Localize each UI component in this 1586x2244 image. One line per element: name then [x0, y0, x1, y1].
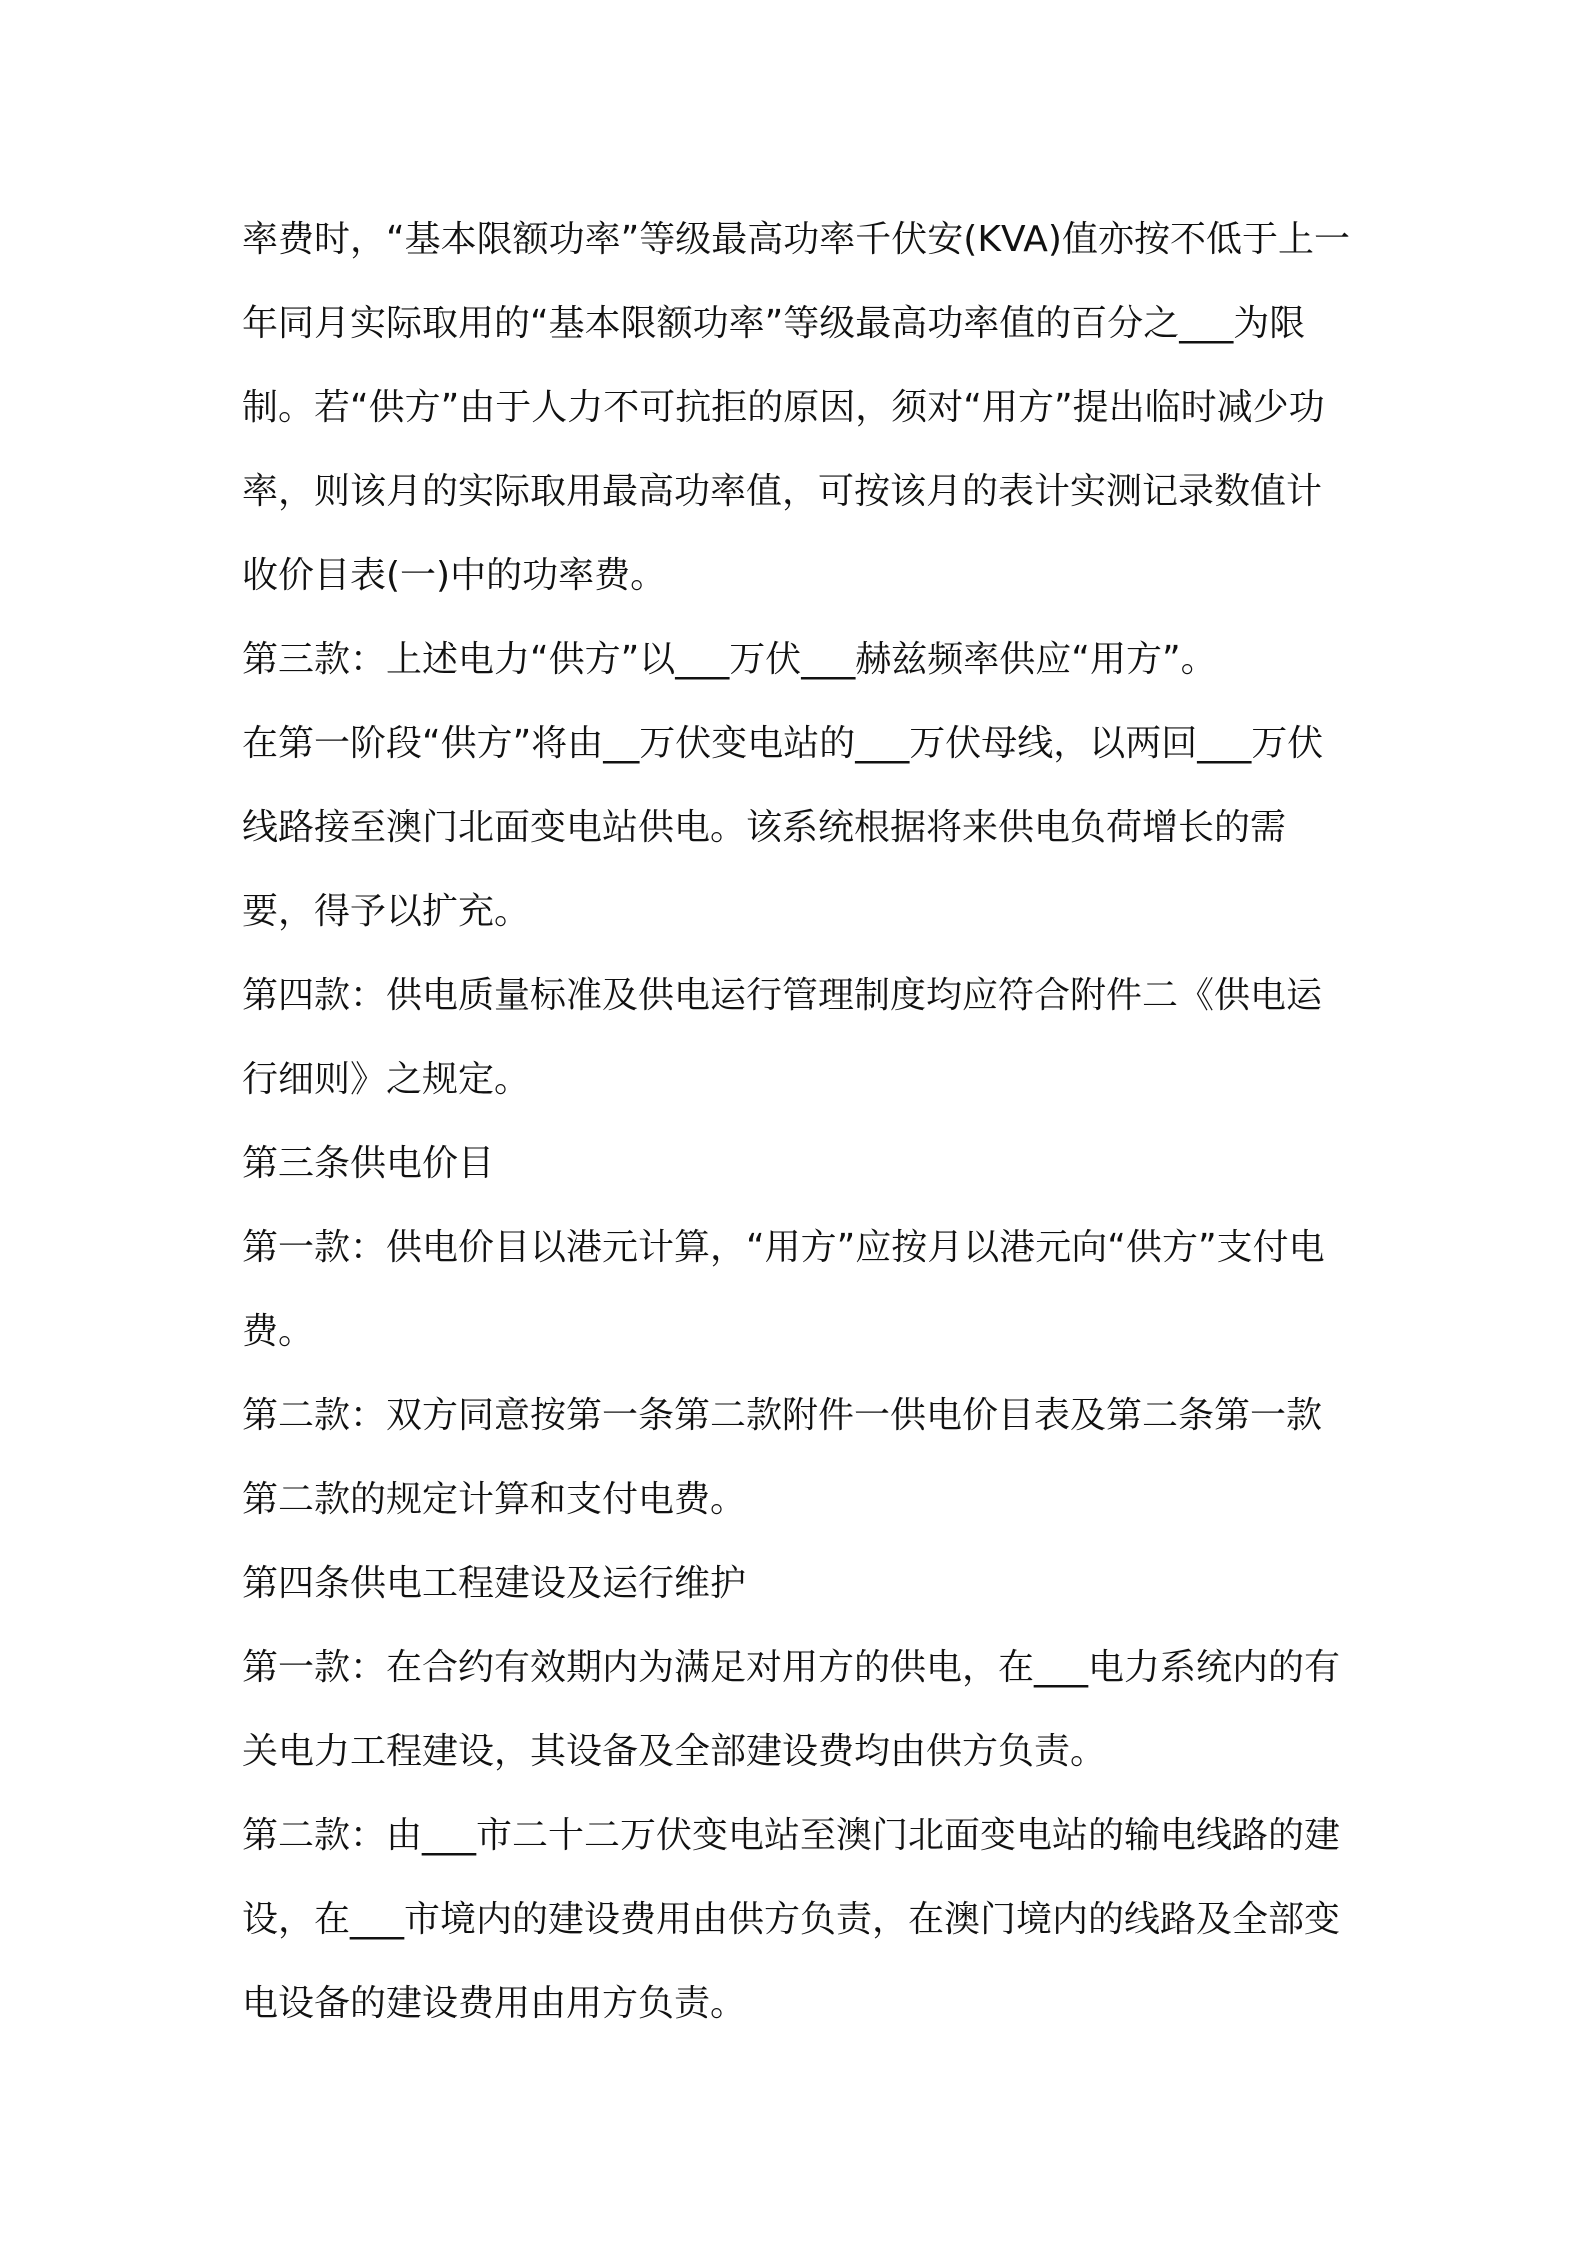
paragraph-clause-4: 第四款：供电质量标准及供电运行管理制度均应符合附件二《供电运行细则》之规定。	[242, 975, 1323, 1100]
paragraph-article-4-clause-2: 第二款：由___市二十二万伏变电站至澳门北面变电站的输电线路的建设，在___市境内的建设费用由供方负责，在澳门境内的线路及全部变电设备的建设费用由用方负责。	[242, 1815, 1341, 2024]
paragraph-article-3-clause-1: 第一款：供电价目以港元计算，“用方”应按月以港元向“供方”支付电费。	[242, 1227, 1325, 1352]
paragraph-first-stage: 在第一阶段“供方”将由__万伏变电站的___万伏母线，以两回___万伏线路接至澳门北面变电站供电。该系统根据将来供电负荷增长的需要，得予以扩充。	[242, 723, 1324, 932]
paragraph-clause-3: 第三款：上述电力“供方”以___万伏___赫兹频率供应“用方”。	[242, 639, 1217, 680]
document-body	[242, 198, 1354, 2046]
heading-article-3: 第三条供电价目	[242, 1143, 495, 1184]
paragraph-article-3-clause-2: 第二款：双方同意按第一条第二款附件一供电价目表及第二条第一款第二款的规定计算和支付电费。	[242, 1395, 1323, 1520]
paragraph-power-limit: 率费时，“基本限额功率”等级最高功率千伏安(KVA)值亦按不低于上一年同月实际取用的“基本限额功率”等级最高功率值的百分之___为限制。若“供方”由于人力不可抗拒的原因，须对“用方”提出临时减少功率，则该月的实际取用最高功率值，可按该月的表计实测记录数值计收价目表(一)中的功率费。	[242, 219, 1350, 596]
heading-article-4: 第四条供电工程建设及运行维护	[242, 1563, 747, 1604]
paragraph-article-4-clause-1: 第一款：在合约有效期内为满足对用方的供电，在___电力系统内的有关电力工程建设，其设备及全部建设费均由供方负责。	[242, 1647, 1341, 1772]
